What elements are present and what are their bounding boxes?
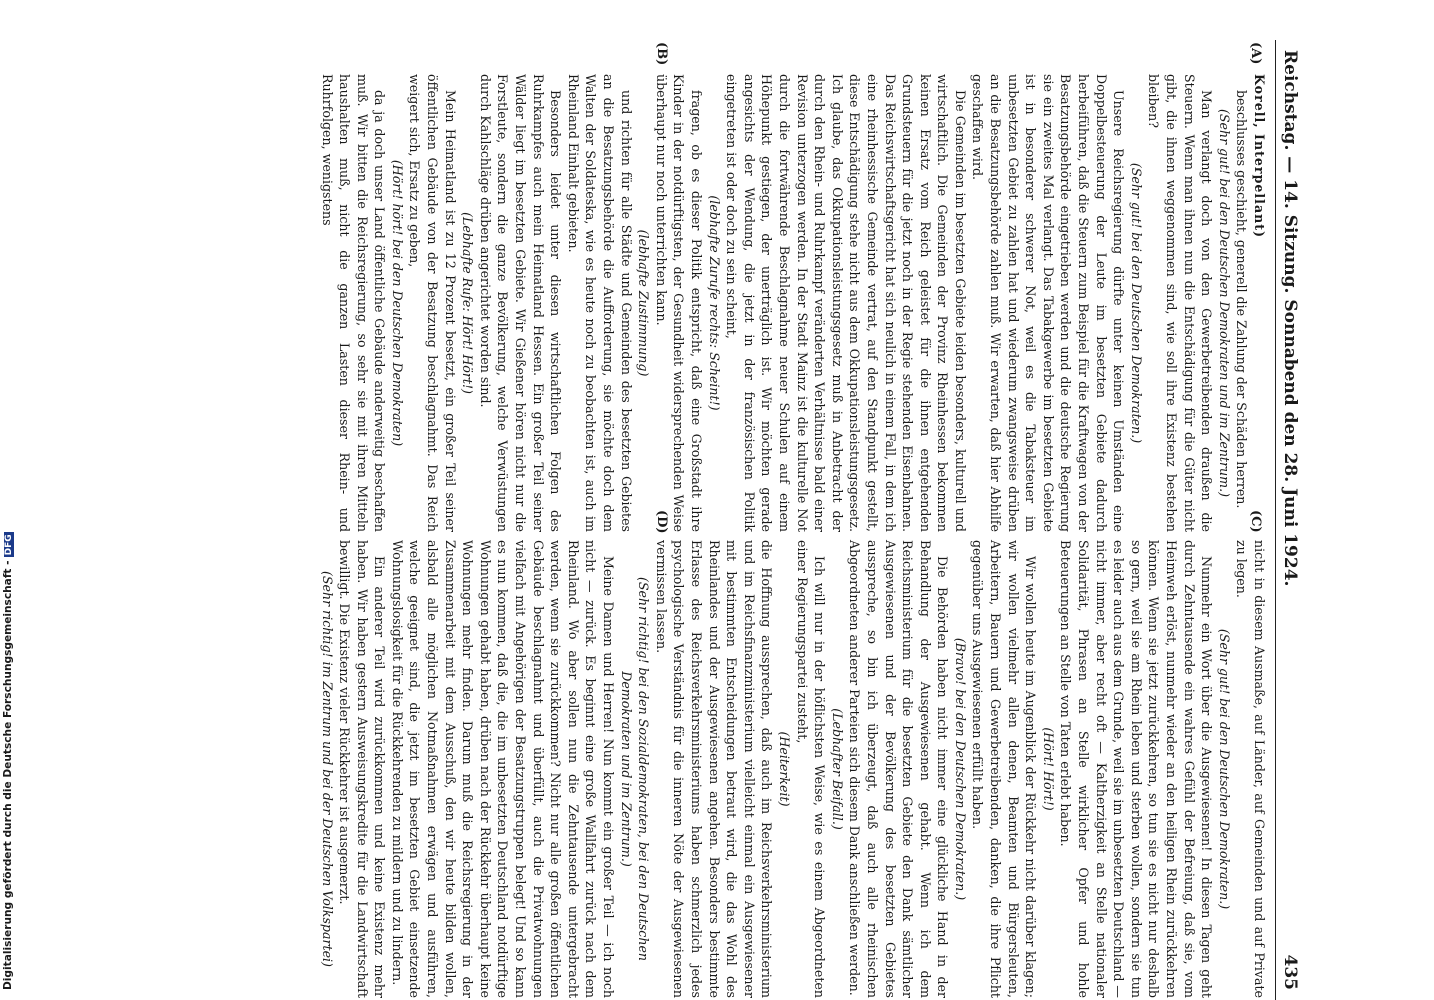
text-column-right <box>318 540 1268 998</box>
paragraph: nicht in diesem Ausmaße, auf Länder, auf Gemeinden und auf Private zu legen. <box>1234 540 1267 998</box>
paragraph: und richten für alle Städte und Gemeinden des besetzten Gebietes an die Besatzungsbehörde die Aufforderung, sie möchte doch dem Walten der Soldateska, wie es heute noch zu beobachten ist, auch im Rheinland Einhalt gebieten. <box>565 74 634 532</box>
margin-marker-a: (A) <box>1248 42 1263 65</box>
margin-marker-b: (B) <box>654 42 669 66</box>
interjection: (Sehr richtig! bei den Sozialdemokraten, bei den Deutschen Demokraten und im Zentrum.) <box>618 576 652 962</box>
interjection: (lebhafte Zurufe rechts: Scheint!) <box>706 195 722 411</box>
paragraph: die Hoffnung aussprechen, daß auch im Reichsverkehrsministerium und im Reichsfinanzministerium vielleicht einmal ein Ausgewiesener mit bestimmten Entscheidungen betraut wird, die das Wohl des Rheinlandes und der Ausgewiesenen angehen. Besonders bestimmte Erlasse des Reichsverkehrsministeriums haben schmerzlich jedes psychologische Verständnis für die inneren Nöte der Ausgewiesenen vermissen lassen. <box>653 540 775 998</box>
interjection: (Sehr richtig! im Zentrum und bei der Deutschen Volkspartei) <box>319 571 335 967</box>
paragraph: Besonders leidet unter diesen wirtschaftlichen Folgen des Ruhrkampfes auch mein Heimatland Hessen. Ein großer Teil seiner Wälder liegt im besetzten Gebiete. Wir Gießener hören nicht nur die Forstleute, sondern die ganze Bevölkerung, welche Verwüstungen durch Kahlschläge drüben angerichtet worden sind. <box>477 74 564 532</box>
paragraph: fragen, ob es dieser Politik entspricht, daß eine Großstadt ihre Kinder in der notdürftigsten, der Gesundheit widersprechenden Weise überhaupt nur noch unterrichten kann. <box>653 74 704 532</box>
rotated-document-page <box>70 40 1300 1000</box>
interjection: (Sehr gut! bei den Deutschen Demokraten.) <box>1216 628 1232 910</box>
paragraph: Ein anderer Teil wird zurückkommen und keine Existenz mehr haben. Wir haben gestern Ausweisungskredite für die Landwirtschaft bewilligt. Die Existenz vieler Rückkehrer ist ausgemerzt. <box>337 540 388 998</box>
paragraph: beschlusses geschieht, generell die Zahlung der Schäden herren. <box>1234 90 1250 509</box>
dfg-logo: DFG <box>4 534 14 556</box>
paragraph: da ja doch unser Land öffentliche Gebäude anderweitig beschaffen muß. Wir bitten die Reichsregierung, so sehr sie mit ihren Mitteln haushalten muß, nicht die ganzen Lasten dieser Rhein- und Ruhrfolgen, wenigstens <box>319 74 388 532</box>
interjection: (Hört! Hört!) <box>1040 727 1056 811</box>
paragraph: Die Gemeinden im besetzten Gebiete leiden besonders, kulturell und wirtschaftlich. Die Gemeinden der Provinz Rheinhessen bekommen keinen Ersatz vom Reich geleistet für die ihnen entgehenden Grundsteuern für die jetzt noch in der Regie stehenden Eisenbahnen. Das Reichswirtschaftsgericht hat sich neulich in einem Fall, in dem ich eine rheinhessische Gemeinde vertrat, auf den Standpunkt gestellt, diese Entschädigung stehe nicht aus dem Okkupationsleistungsgesetz. Ich glaube, das Okkupationsleistungsgesetz muß in Anbetracht der durch den Rhein- und Ruhrkampf veränderten Verhältnisse bald einer Revision unterzogen werden. In der Stadt Mainz ist die kulturelle Not durch die fortwährende Beschlagnahme neuer Schulen auf einem Höhepunkt gestiegen, der unerträglich ist. Wir möchten gerade angesichts der Wendung, die jetzt in der französischen Politik eingetreten ist oder doch zu sein scheint, <box>724 74 968 532</box>
text-column-left <box>318 74 1268 532</box>
interjection: (Sehr gut! bei den Deutschen Demokraten.) <box>1128 162 1144 444</box>
paragraph: Unsere Reichsregierung dürfte unter keinen Umständen eine Doppelbesteuerung der Leute im besetzten Gebiete dadurch herbeiführen, daß die Steuern zum Beispiel für die Kraftwagen von der Besatzungsbehörde eingetrieben werden und die deutsche Regierung sie ein zweites Mal verlangt. Das Tabakgewerbe im besetzten Gebiete ist in besonderer schwerer Not, weil es die Tabaksteuer im unbesetzten Gebiet zu zahlen hat und wiederum zwangsweise drüben an die Besatzungsbehörde zahlen muß. Wir erwarten, daß hier Abhilfe geschaffen wird. <box>970 74 1127 532</box>
paragraph: Ich will nur in der höflichsten Weise, wie es einem Abgeordneten einer Regierungspartei zusteht, <box>794 540 828 998</box>
digitization-note <box>2 534 16 990</box>
interjection: (Lebhafte Rufe: Hört! Hört!) <box>460 212 476 394</box>
paragraph: Man verlangt doch von den Gewerbetreibenden draußen die Steuern. Wenn man ihnen nun die Entschädigung für die Güter nicht gibt, die ihnen weggenommen sind, wie soll ihre Existenz bestehen bleiben? <box>1146 74 1215 532</box>
paragraph: Mein Heimatland ist zu 12 Prozent besetzt, ein großer Teil seiner öffentlichen Gebäude von der Besatzung beschlagnahmt. Das Reich weigert sich, Ersatz zu geben, <box>407 74 458 532</box>
digitization-note-text: Digitalisierung gefördert durch die Deutsche Forschungsgemeinschaft - <box>2 560 14 990</box>
interjection: (lebhafte Zustimmung) <box>636 229 652 377</box>
page-header <box>1275 40 1300 1000</box>
paragraph: Meine Damen und Herren! Nun kommt ein großer Teil — ich noch nicht — zurück. Es beginnt eine große Wallfahrt zurück nach dem Rheinland. Wo aber sollen nun die Zehntausende untergebracht werden, wenn sie zurückkommen? Nicht nur alle großen öffentlichen Gebäude beschlagnahmt und überfüllt, auch die Privatwohnungen vielfach mit Angehörigen der Besatzungstruppen belegt! Und so kann es nun kommen, daß die, die im unbesetzten Deutschland notdürftige Wohnungen gehabt haben, drüben nach der Rückkehr überhaupt keine Wohnungen mehr finden. Darum muß die Reichsregierung in der Zusammenarbeit mit dem Ausschuß, den wir heute bilden wollen, alsbald alle möglichen Notmaßnahmen erwägen und ausführen, welche geeignet sind, die jetzt im besetzten Gebiet einsetzende Wohnungslosigkeit für die Rückkehrenden zu mildern und zu lindern. <box>389 540 617 998</box>
interjection: (Hört! hört! bei den Deutschen Demokraten) <box>389 159 405 447</box>
interjection: (Sehr gut! bei den Deutschen Demokraten und im Zentrum.) <box>1216 108 1232 497</box>
paragraph: Die Behörden haben nicht immer eine glückliche Hand in der Behandlung der Ausgewiesenen gehabt. Wenn ich dem Reichsministerium für die besetzten Gebiete den Dank sämtlicher Ausgewiesenen und der Bevölkerung des besetzten Gebietes ausspreche, so bin ich überzeugt, daß auch alle rheinischen Abgeordneten anderer Parteien sich diesem Dank anschließen werden. <box>847 540 951 998</box>
interjection: (Bravo! bei den Deutschen Demokraten.) <box>952 637 968 901</box>
interjection: (Heiterkeit) <box>776 731 792 807</box>
page-number: 435 <box>1280 954 1300 990</box>
header-title: Reichstag. — 14. Sitzung. Sonnabend den 28. Juni 1924. <box>1280 50 1300 587</box>
paragraph: Wir wollen heute im Augenblick der Rückkehr nicht darüber klagen; wir wollen vielmehr allen denen, Beamten und Bürgersleuten, Arbeitern, Bauern und Gewerbetreibenden, danken, die ihre Pflicht gegenüber uns Ausgewiesenen erfüllt haben. <box>970 540 1039 998</box>
margin-marker-c: (C) <box>1248 510 1263 533</box>
margin-marker-d: (D) <box>654 510 669 534</box>
interjection: (Lebhafter Beifall.) <box>829 708 845 830</box>
paragraph: Nunmehr ein Wort über die Ausgewiesenen! In diesen Tagen geht durch Zehntausende ein wahres Gefühl der Befreiung, daß sie, vom Heimweh erlöst, nunmehr wieder an den heiligen Rhein zurückkehren können. Wenn sie jetzt zurückkehren, so tun sie es nicht nur deshalb so gern, weil sie am Rhein leben und sterben wollen, sondern sie tun es leider auch aus dem Grunde, weil sie im unbesetzten Deutschland — nicht immer, aber recht oft — Kaltherzigkeit an Stelle nationaler Solidarität, Phrasen an Stelle wirklicher Opfer und hohle Beteuerungen an Stelle von Taten erlebt haben. <box>1058 540 1215 998</box>
speaker-name: Korell, Interpellant) <box>1252 74 1267 239</box>
